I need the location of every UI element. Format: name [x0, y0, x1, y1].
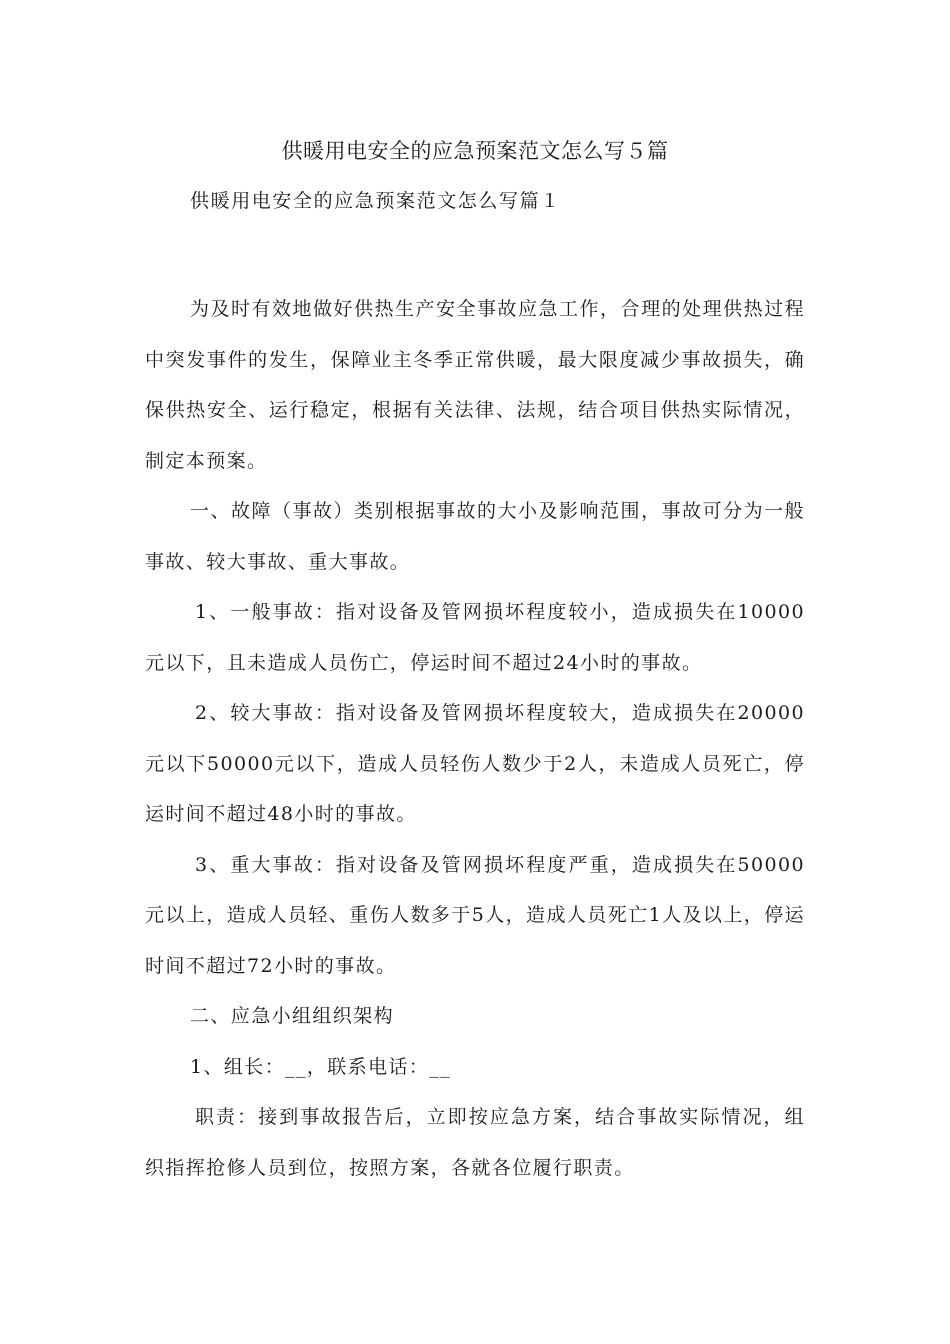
- paragraph-general-accident: 1、一般事故：指对设备及管网损坏程度较小，造成损失在10000元以下，且未造成人员伤亡，停运时间不超过24小时的事故。: [145, 601, 805, 674]
- paragraph-serious-accident: 3、重大事故：指对设备及管网损坏程度严重，造成损失在50000元以上，造成人员轻、重伤人数多于5人，造成人员死亡1人及以上，停运时间不超过72小时的事故。: [145, 853, 805, 977]
- paragraph-team-leader: 1、组长：__，联系电话：__: [190, 1055, 452, 1078]
- document-title: 供暖用电安全的应急预案范文怎么写５篇: [281, 139, 669, 163]
- section-heading: 供暖用电安全的应急预案范文怎么写篇１: [190, 190, 561, 212]
- document-body: [145, 284, 805, 1193]
- paragraph-major-accident: 2、较大事故：指对设备及管网损坏程度较大，造成损失在20000元以下50000元以下，造成人员轻伤人数少于2人，未造成人员死亡，停运时间不超过48小时的事故。: [145, 702, 805, 825]
- paragraph-emergency-team: 二、应急小组组织架构: [190, 1005, 395, 1027]
- paragraph-accident-categories: 一、故障（事故）类别根据事故的大小及影响范围，事故可分为一般事故、较大事故、重大事故。: [145, 500, 805, 573]
- paragraph-intro: 为及时有效地做好供热生产安全事故应急工作，合理的处理供热过程中突发事件的发生，保障业主冬季正常供暖，最大限度减少事故损失，确保供热安全、运行稳定，根据有关法律、法规，结合项目供热实际情况，制定本预案。: [145, 298, 805, 472]
- paragraph-leader-duties: 职责：接到事故报告后，立即按应急方案，结合事故实际情况，组织指挥抢修人员到位，按照方案，各就各位履行职责。: [145, 1106, 805, 1179]
